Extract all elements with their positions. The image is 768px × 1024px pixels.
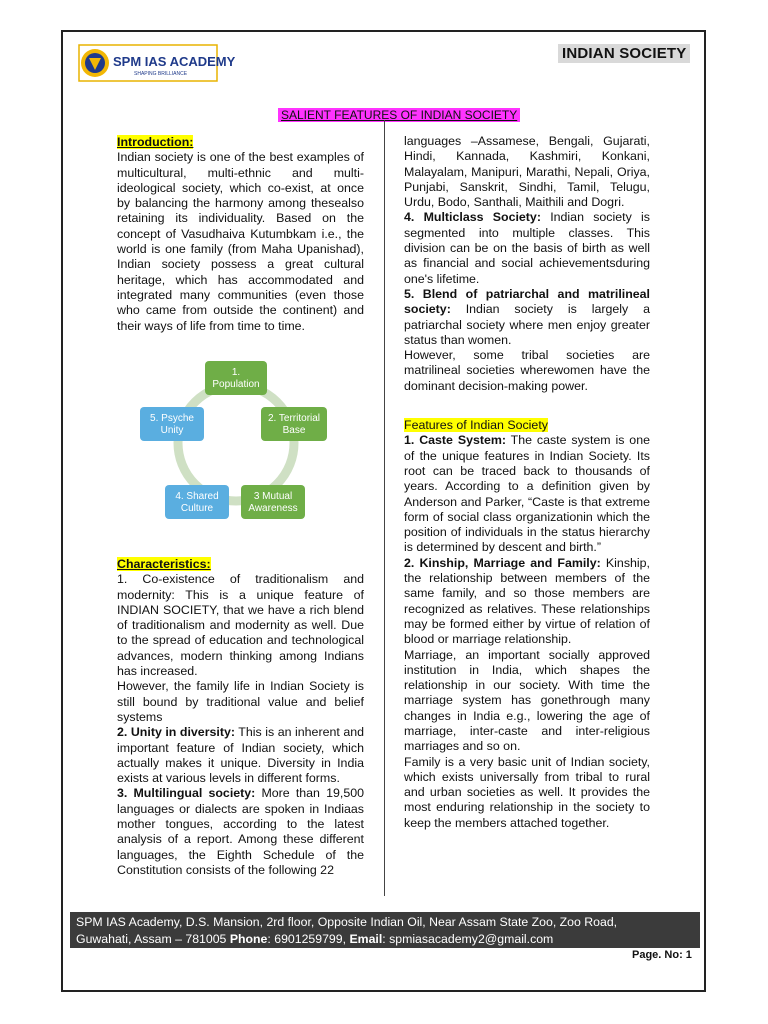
svg-text:4. Shared: 4. Shared: [175, 491, 219, 502]
multilingual-label: 3. Multilingual society:: [117, 786, 256, 801]
svg-text:2. Territorial: 2. Territorial: [267, 413, 321, 424]
svg-text:1.: 1.: [231, 367, 241, 378]
marriage-paragraph: Marriage, an important socially approved institution in India, which shapes the relationship in our society. With time the marriage system has gonethrough many changes in India e.g., lowering the age of marriage, inter-caste and inter-religious marriages and so on.: [404, 647, 650, 754]
blend-label: 5. Blend of patriarchal and matrilineal society:: [404, 286, 650, 317]
caste-label: 1. Caste System:: [404, 433, 507, 448]
svg-text:Culture: Culture: [180, 503, 214, 514]
society-components-diagram: [136, 358, 336, 528]
right-column: [404, 134, 650, 831]
svg-text:Base: Base: [282, 425, 306, 436]
caste-text: The caste system is one of the unique features in Indian Society. Its root can be traced back to thousands of years. According to a definition given by Anderson and Parker, “Caste is that extreme form of social class organizationin which the position of individuals in the status hierarchy is determined by descent and birth.”: [404, 433, 650, 555]
svg-text:Unity: Unity: [160, 425, 184, 436]
node-population: [205, 361, 267, 395]
unity-label: 2. Unity in diversity:: [117, 725, 235, 740]
logo-text: SPM IAS ACADEMY: [113, 54, 236, 69]
node-mutual-awareness: [241, 485, 305, 519]
section-title: INDIAN SOCIETY: [558, 44, 690, 63]
email-label: Email: [349, 932, 383, 946]
multiclass-paragraph: [404, 210, 650, 286]
features-heading: Features of Indian Society: [404, 418, 548, 433]
email-value: : spmiasacademy2@gmail.com: [382, 932, 554, 946]
intro-heading: Introduction:: [117, 135, 194, 149]
blend-paragraph-2: However, some tribal societies are matrilineal societies wherewomen have the dominant decision-making power.: [404, 348, 650, 393]
footer-line-2: [76, 931, 694, 948]
column-divider: [384, 120, 385, 896]
svg-text:Population: Population: [212, 379, 260, 390]
academy-logo: [78, 44, 236, 82]
kinship-text: Kinship, the relationship between members of the same family, and so those members are recognized as relatives. These relationships may be formed either by virtue of relation of blood or marriage relationship.: [404, 555, 650, 647]
blend-text: Indian society is largely a patriarchal society where men enjoy greater status than women.: [404, 302, 650, 347]
svg-text:Awareness: Awareness: [248, 503, 298, 514]
node-shared-culture: [165, 485, 229, 519]
characteristics-point-1: 1. Co-existence of traditionalism and modernity: This is a unique feature of INDIAN SOCIETY, that we have a rich blend of traditionalism and modernity as well. Due to the spread of education and technological advances, modern thinking among Indians has increased.: [117, 572, 364, 679]
logo-tagline: SHAPING BRILLIANCE: [134, 71, 188, 77]
left-column-lower: [117, 557, 364, 878]
caste-paragraph: [404, 433, 650, 555]
multilingual-paragraph: [117, 786, 364, 878]
svg-text:3 Mutual: 3 Mutual: [253, 491, 293, 502]
family-paragraph: Family is a very basic unit of Indian society, which exists universally from tribal to rural and urban societies as well. It provides the most enduring relationship in the society to keep the members attached together.: [404, 754, 650, 830]
node-territorial-base: [261, 407, 327, 441]
unity-paragraph: [117, 725, 364, 786]
characteristics-heading: Characteristics:: [117, 557, 211, 571]
svg-text:5. Psyche: 5. Psyche: [150, 413, 194, 424]
page-title: SALIENT FEATURES OF INDIAN SOCIETY: [278, 108, 520, 122]
left-column: [117, 135, 364, 334]
characteristics-point-1b: However, the family life in Indian Society is still bound by traditional value and belief systems: [117, 679, 364, 724]
blend-paragraph: [404, 287, 650, 348]
phone-value: : 6901259799,: [267, 932, 350, 946]
kinship-label: 2. Kinship, Marriage and Family:: [404, 555, 601, 570]
footer-address: [70, 912, 700, 948]
intro-paragraph: Indian society is one of the best examples of multicultural, multi-ethnic and multi-ideological society, which co-exist, at once by balancing the harmony among thesealso retaining its individuality. Based on the concept of Vasudhaiva Kutumbkam i.e., the world is one family (from Maha Upanishad), Indian society possess a great cultural heritage, which has accommodated and integrated many communities (even those who came from outside the continent) and their ways of life from time to time.: [117, 150, 364, 333]
multilingual-text: More than 19,500 languages or dialects are spoken in Indiaas mother tongues, according to the latest analysis of a report. Among these different languages, the Eighth Schedule of the Constitution consists of the following 22: [117, 786, 364, 877]
footer-line-1: SPM IAS Academy, D.S. Mansion, 2rd floor, Opposite Indian Oil, Near Assam State Zoo, Zoo Road,: [76, 915, 618, 929]
page-number: Page. No: 1: [632, 949, 692, 961]
footer-city: Guwahati, Assam – 781005: [76, 932, 230, 946]
unity-text: This is an inherent and important feature of Indian society, which actually makes it unique. Diversity in India exists at various levels in different forms.: [117, 725, 364, 786]
languages-paragraph: languages –Assamese, Bengali, Gujarati, Hindi, Kannada, Kashmiri, Konkani, Malayalam, Manipuri, Marathi, Nepali, Oriya, Punjabi, Sanskrit, Sindhi, Tamil, Telugu, Urdu, Bodo, Santhali, Maithili and Dogri.: [404, 134, 650, 210]
node-psyche-unity: [140, 407, 204, 441]
diagram-ring: [178, 385, 294, 501]
kinship-paragraph: [404, 556, 650, 648]
multiclass-label: 4. Multiclass Society:: [404, 210, 541, 225]
multiclass-text: Indian society is segmented into multiple classes. This division can be on the basis of birth as well as financial and social achievementsduring one's lifetime.: [404, 210, 650, 286]
phone-label: Phone: [229, 932, 268, 946]
